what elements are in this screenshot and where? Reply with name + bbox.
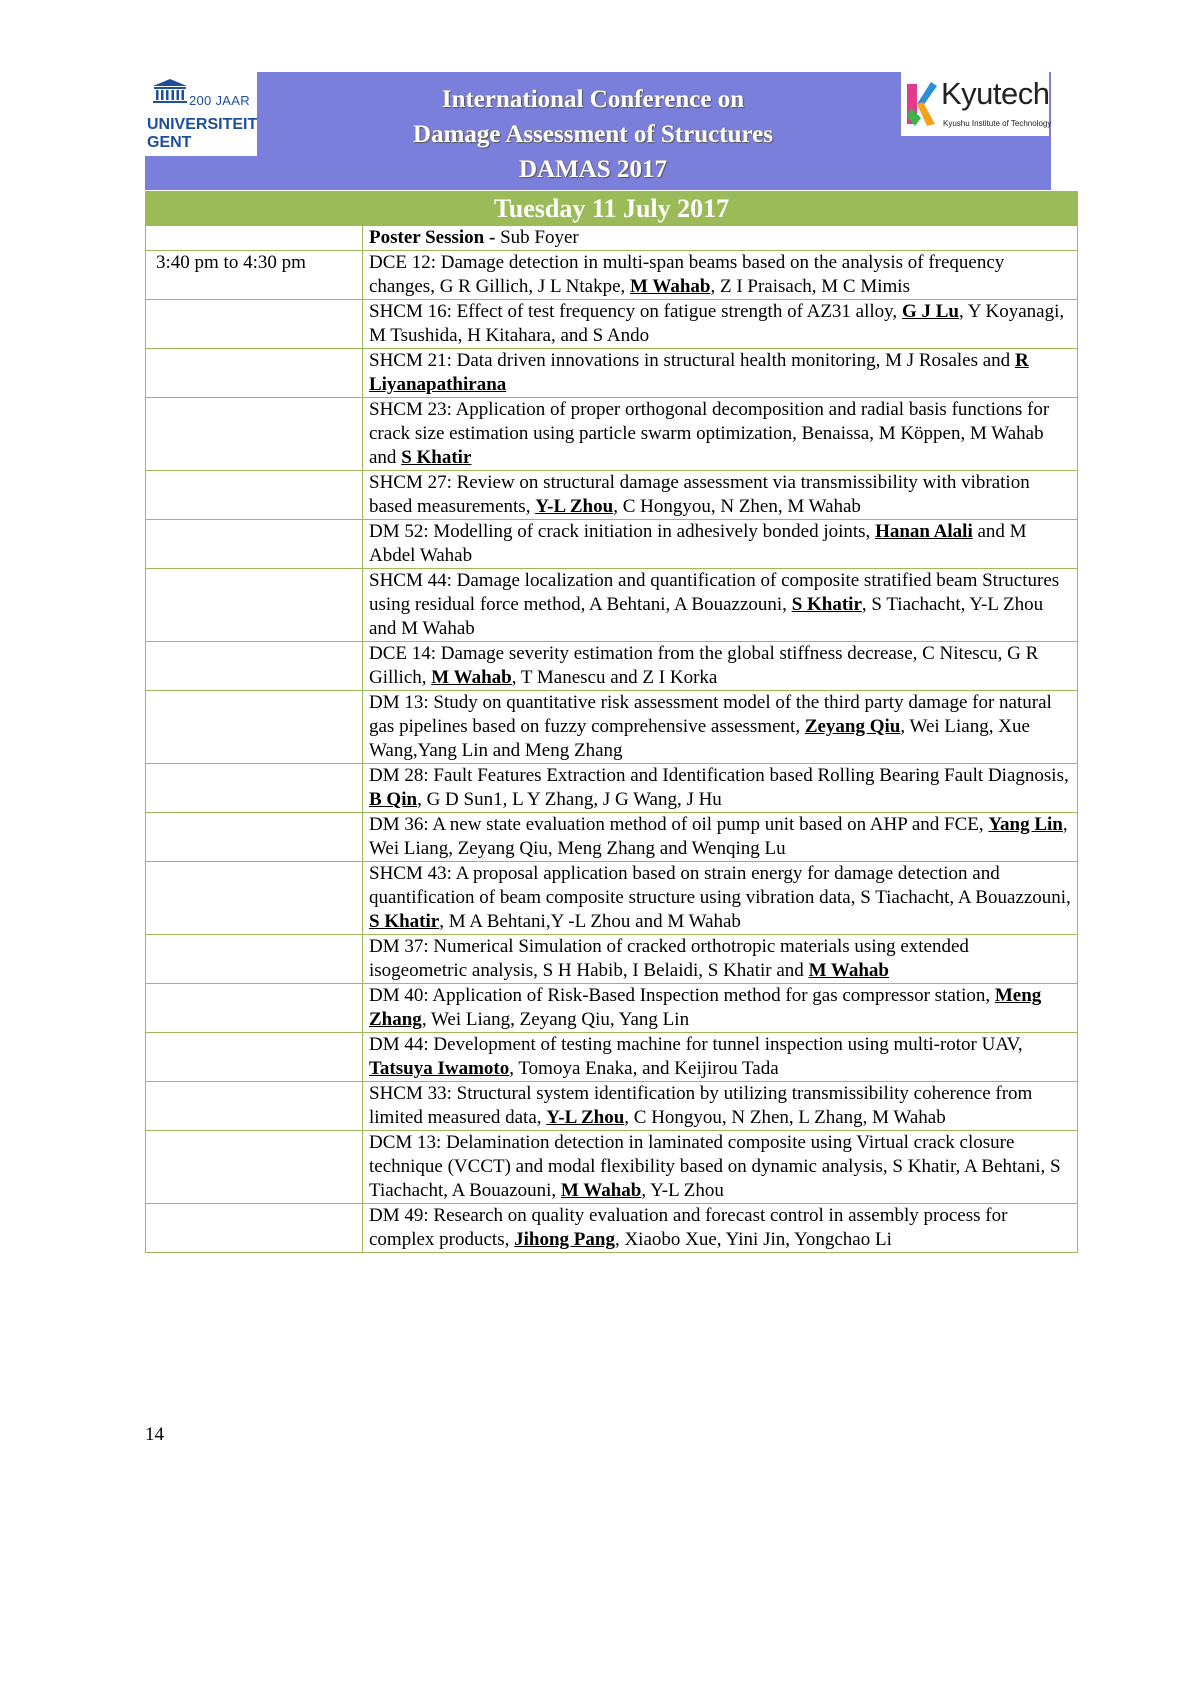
paper-entry (363, 251, 1078, 300)
paper-text: DM 49: Research on quality evaluation and forecast control in assembly process for complex products, (369, 1205, 1008, 1250)
conference-header (145, 72, 1051, 190)
table-row (146, 862, 1078, 935)
paper-entry (363, 471, 1078, 520)
time-cell (146, 398, 363, 471)
presenter-name: M Wahab (808, 960, 889, 981)
paper-authors-tail: , Wei Liang, Zeyang Qiu, Meng Zhang and Wenqing Lu (369, 814, 1068, 859)
table-row (146, 935, 1078, 984)
paper-authors-tail: , Tomoya Enaka, and Keijirou Tada (509, 1058, 779, 1079)
paper-entry (363, 398, 1078, 471)
paper-authors-tail: , Wei Liang, Xue Wang,Yang Lin and Meng Zhang (369, 716, 1030, 761)
paper-text: DM 36: A new state evaluation method of oil pump unit based on AHP and FCE, (369, 814, 989, 835)
session-label: Poster Session - (369, 227, 496, 248)
presenter-name: Hanan Alali (875, 521, 973, 542)
presenter-name: B Qin (369, 789, 418, 810)
presenter-name: M Wahab (431, 667, 512, 688)
paper-authors-tail: , S Tiachacht, Y-L Zhou and M Wahab (369, 594, 1044, 639)
paper-text: SHCM 44: Damage localization and quantification of composite stratified beam Structures using residual force method, A Behtani, A Bouazzouni, (369, 570, 1060, 615)
paper-entry (363, 984, 1078, 1033)
presenter-name: R Liyanapathirana (369, 350, 1029, 395)
paper-entry (363, 862, 1078, 935)
time-cell (146, 349, 363, 398)
paper-authors-tail: , T Manescu and Z I Korka (511, 667, 718, 688)
table-row (146, 251, 1078, 300)
paper-authors-tail: , C Hongyou, N Zhen, L Zhang, M Wahab (624, 1107, 946, 1128)
table-row (146, 1204, 1078, 1253)
kyutech-subtitle: Kyushu Institute of Technology (943, 119, 1052, 128)
kyutech-logo (901, 72, 1052, 136)
table-row (146, 642, 1078, 691)
paper-text: SHCM 33: Structural system identification by utilizing transmissibility coherence from limited measured data, (369, 1083, 1033, 1128)
time-cell (146, 813, 363, 862)
university-building-icon (151, 78, 189, 104)
kyutech-brand-text: Kyutech (941, 76, 1050, 111)
paper-entry (363, 642, 1078, 691)
time-cell (146, 764, 363, 813)
logo-anniversary-text: 200 JAAR (189, 93, 250, 108)
paper-text: SHCM 43: A proposal application based on strain energy for damage detection and quantification of beam composite structure using vibration data, S Tiachacht, A Bouazzouni, (369, 863, 1071, 908)
paper-text: SHCM 23: Application of proper orthogonal decomposition and radial basis functions for crack size estimation using particle swarm optimization, Benaissa, M Köppen, M Wahab and (369, 399, 1050, 468)
paper-text: DM 13: Study on quantitative risk assessment model of the third party damage for natural gas pipelines based on fuzzy comprehensive assessment, (369, 692, 1052, 737)
table-row (146, 1082, 1078, 1131)
time-slot: 3:40 pm to 4:30 pm (156, 252, 306, 273)
table-row (146, 1131, 1078, 1204)
time-cell (146, 984, 363, 1033)
paper-text: DM 37: Numerical Simulation of cracked orthotropic materials using extended isogeometric analysis, S H Habib, I Belaidi, S Khatir and (369, 936, 969, 981)
paper-authors-tail: , Y-L Zhou (641, 1180, 724, 1201)
paper-authors-tail: , Wei Liang, Zeyang Qiu, Yang Lin (421, 1009, 690, 1030)
table-row (146, 984, 1078, 1033)
presenter-name: G J Lu (901, 301, 959, 322)
table-row (146, 569, 1078, 642)
time-cell (146, 251, 363, 300)
time-cell (146, 569, 363, 642)
paper-entry (363, 691, 1078, 764)
conference-title-line-1: International Conference on (441, 86, 745, 113)
ghent-university-logo (145, 72, 257, 156)
paper-text: SHCM 21: Data driven innovations in structural health monitoring, M J Rosales and (369, 350, 1015, 371)
logo-university-name: UNIVERSITEIT GENT (147, 116, 258, 151)
time-cell (146, 862, 363, 935)
time-cell (146, 1082, 363, 1131)
time-cell (146, 1131, 363, 1204)
table-row (146, 471, 1078, 520)
time-cell (146, 935, 363, 984)
paper-entry (363, 300, 1078, 349)
paper-text: DM 44: Development of testing machine for tunnel inspection using multi-rotor UAV, (369, 1034, 1023, 1055)
paper-authors-tail: , G D Sun1, L Y Zhang, J G Wang, J Hu (417, 789, 722, 810)
paper-authors-tail: , Xiaobo Xue, Yini Jin, Yongchao Li (614, 1229, 892, 1250)
table-row (146, 813, 1078, 862)
time-cell (146, 520, 363, 569)
paper-entry (363, 1033, 1078, 1082)
paper-authors-tail: and M Abdel Wahab (369, 521, 1027, 566)
time-cell (146, 1204, 363, 1253)
paper-text: DM 52: Modelling of crack initiation in adhesively bonded joints, (369, 521, 876, 542)
presenter-name: Meng Zhang (369, 985, 1042, 1030)
presenter-name: Yang Lin (988, 814, 1063, 835)
conference-title (375, 82, 811, 187)
paper-entry (363, 813, 1078, 862)
paper-entry (363, 569, 1078, 642)
day-heading: Tuesday 11 July 2017 (145, 191, 1078, 225)
presenter-name: S Khatir (369, 911, 440, 932)
session-row (146, 226, 1078, 251)
paper-text: SHCM 16: Effect of test frequency on fatigue strength of AZ31 alloy, (369, 301, 902, 322)
presenter-name: M Wahab (560, 1180, 642, 1201)
paper-entry (363, 349, 1078, 398)
presenter-name: Y-L Zhou (546, 1107, 625, 1128)
paper-entry (363, 764, 1078, 813)
paper-entry (363, 935, 1078, 984)
paper-text: DCM 13: Delamination detection in laminated composite using Virtual crack closure technique (VCCT) and modal flexibility based on dynamic analysis, S Khatir, A Behtani, S Tiachacht, A Bouazouni, (369, 1132, 1061, 1201)
presenter-name: Zeyang Qiu (804, 716, 901, 737)
kyutech-mark-icon (905, 78, 937, 130)
table-row (146, 349, 1078, 398)
page-number: 14 (145, 1424, 164, 1445)
presenter-name: Y-L Zhou (535, 496, 614, 517)
paper-authors-tail: , Z I Praisach, M C Mimis (710, 276, 910, 297)
paper-text: DCE 14: Damage severity estimation from the global stiffness decrease, C Nitescu, G R Gillich, (369, 643, 1039, 688)
paper-text: DM 28: Fault Features Extraction and Identification based Rolling Bearing Fault Diagnosis, (369, 765, 1069, 786)
table-row (146, 300, 1078, 349)
conference-title-line-3: DAMAS 2017 (519, 156, 667, 183)
table-row (146, 520, 1078, 569)
session-cell (363, 226, 1078, 251)
time-cell (146, 300, 363, 349)
paper-text: DM 40: Application of Risk-Based Inspection method for gas compressor station, (369, 985, 995, 1006)
session-location: Sub Foyer (495, 227, 579, 248)
paper-entry (363, 1204, 1078, 1253)
presenter-name: Tatsuya Iwamoto (369, 1058, 510, 1079)
table-row (146, 398, 1078, 471)
paper-entry (363, 1131, 1078, 1204)
time-cell (146, 471, 363, 520)
schedule-body (146, 226, 1078, 1253)
paper-text: DCE 12: Damage detection in multi-span beams based on the analysis of frequency changes, G R Gillich, J L Ntakpe, (369, 252, 1005, 297)
time-cell (146, 1033, 363, 1082)
paper-authors-tail: , C Hongyou, N Zhen, M Wahab (613, 496, 861, 517)
table-row (146, 1033, 1078, 1082)
paper-entry (363, 520, 1078, 569)
presenter-name: S Khatir (791, 594, 862, 615)
presenter-name: M Wahab (630, 276, 711, 297)
paper-text: SHCM 27: Review on structural damage assessment via transmissibility with vibration based measurements, (369, 472, 1030, 517)
time-cell (146, 226, 363, 251)
paper-authors-tail: , Y Koyanagi, M Tsushida, H Kitahara, and S Ando (369, 301, 1065, 346)
presenter-name: Jihong Pang (514, 1229, 615, 1250)
presenter-name: S Khatir (401, 447, 472, 468)
time-cell (146, 642, 363, 691)
time-cell (146, 691, 363, 764)
table-row (146, 691, 1078, 764)
table-row (146, 764, 1078, 813)
paper-entry (363, 1082, 1078, 1131)
schedule-table (145, 225, 1078, 1253)
conference-title-line-2: Damage Assessment of Structures (413, 121, 773, 148)
paper-authors-tail: , M A Behtani,Y -L Zhou and M Wahab (439, 911, 741, 932)
